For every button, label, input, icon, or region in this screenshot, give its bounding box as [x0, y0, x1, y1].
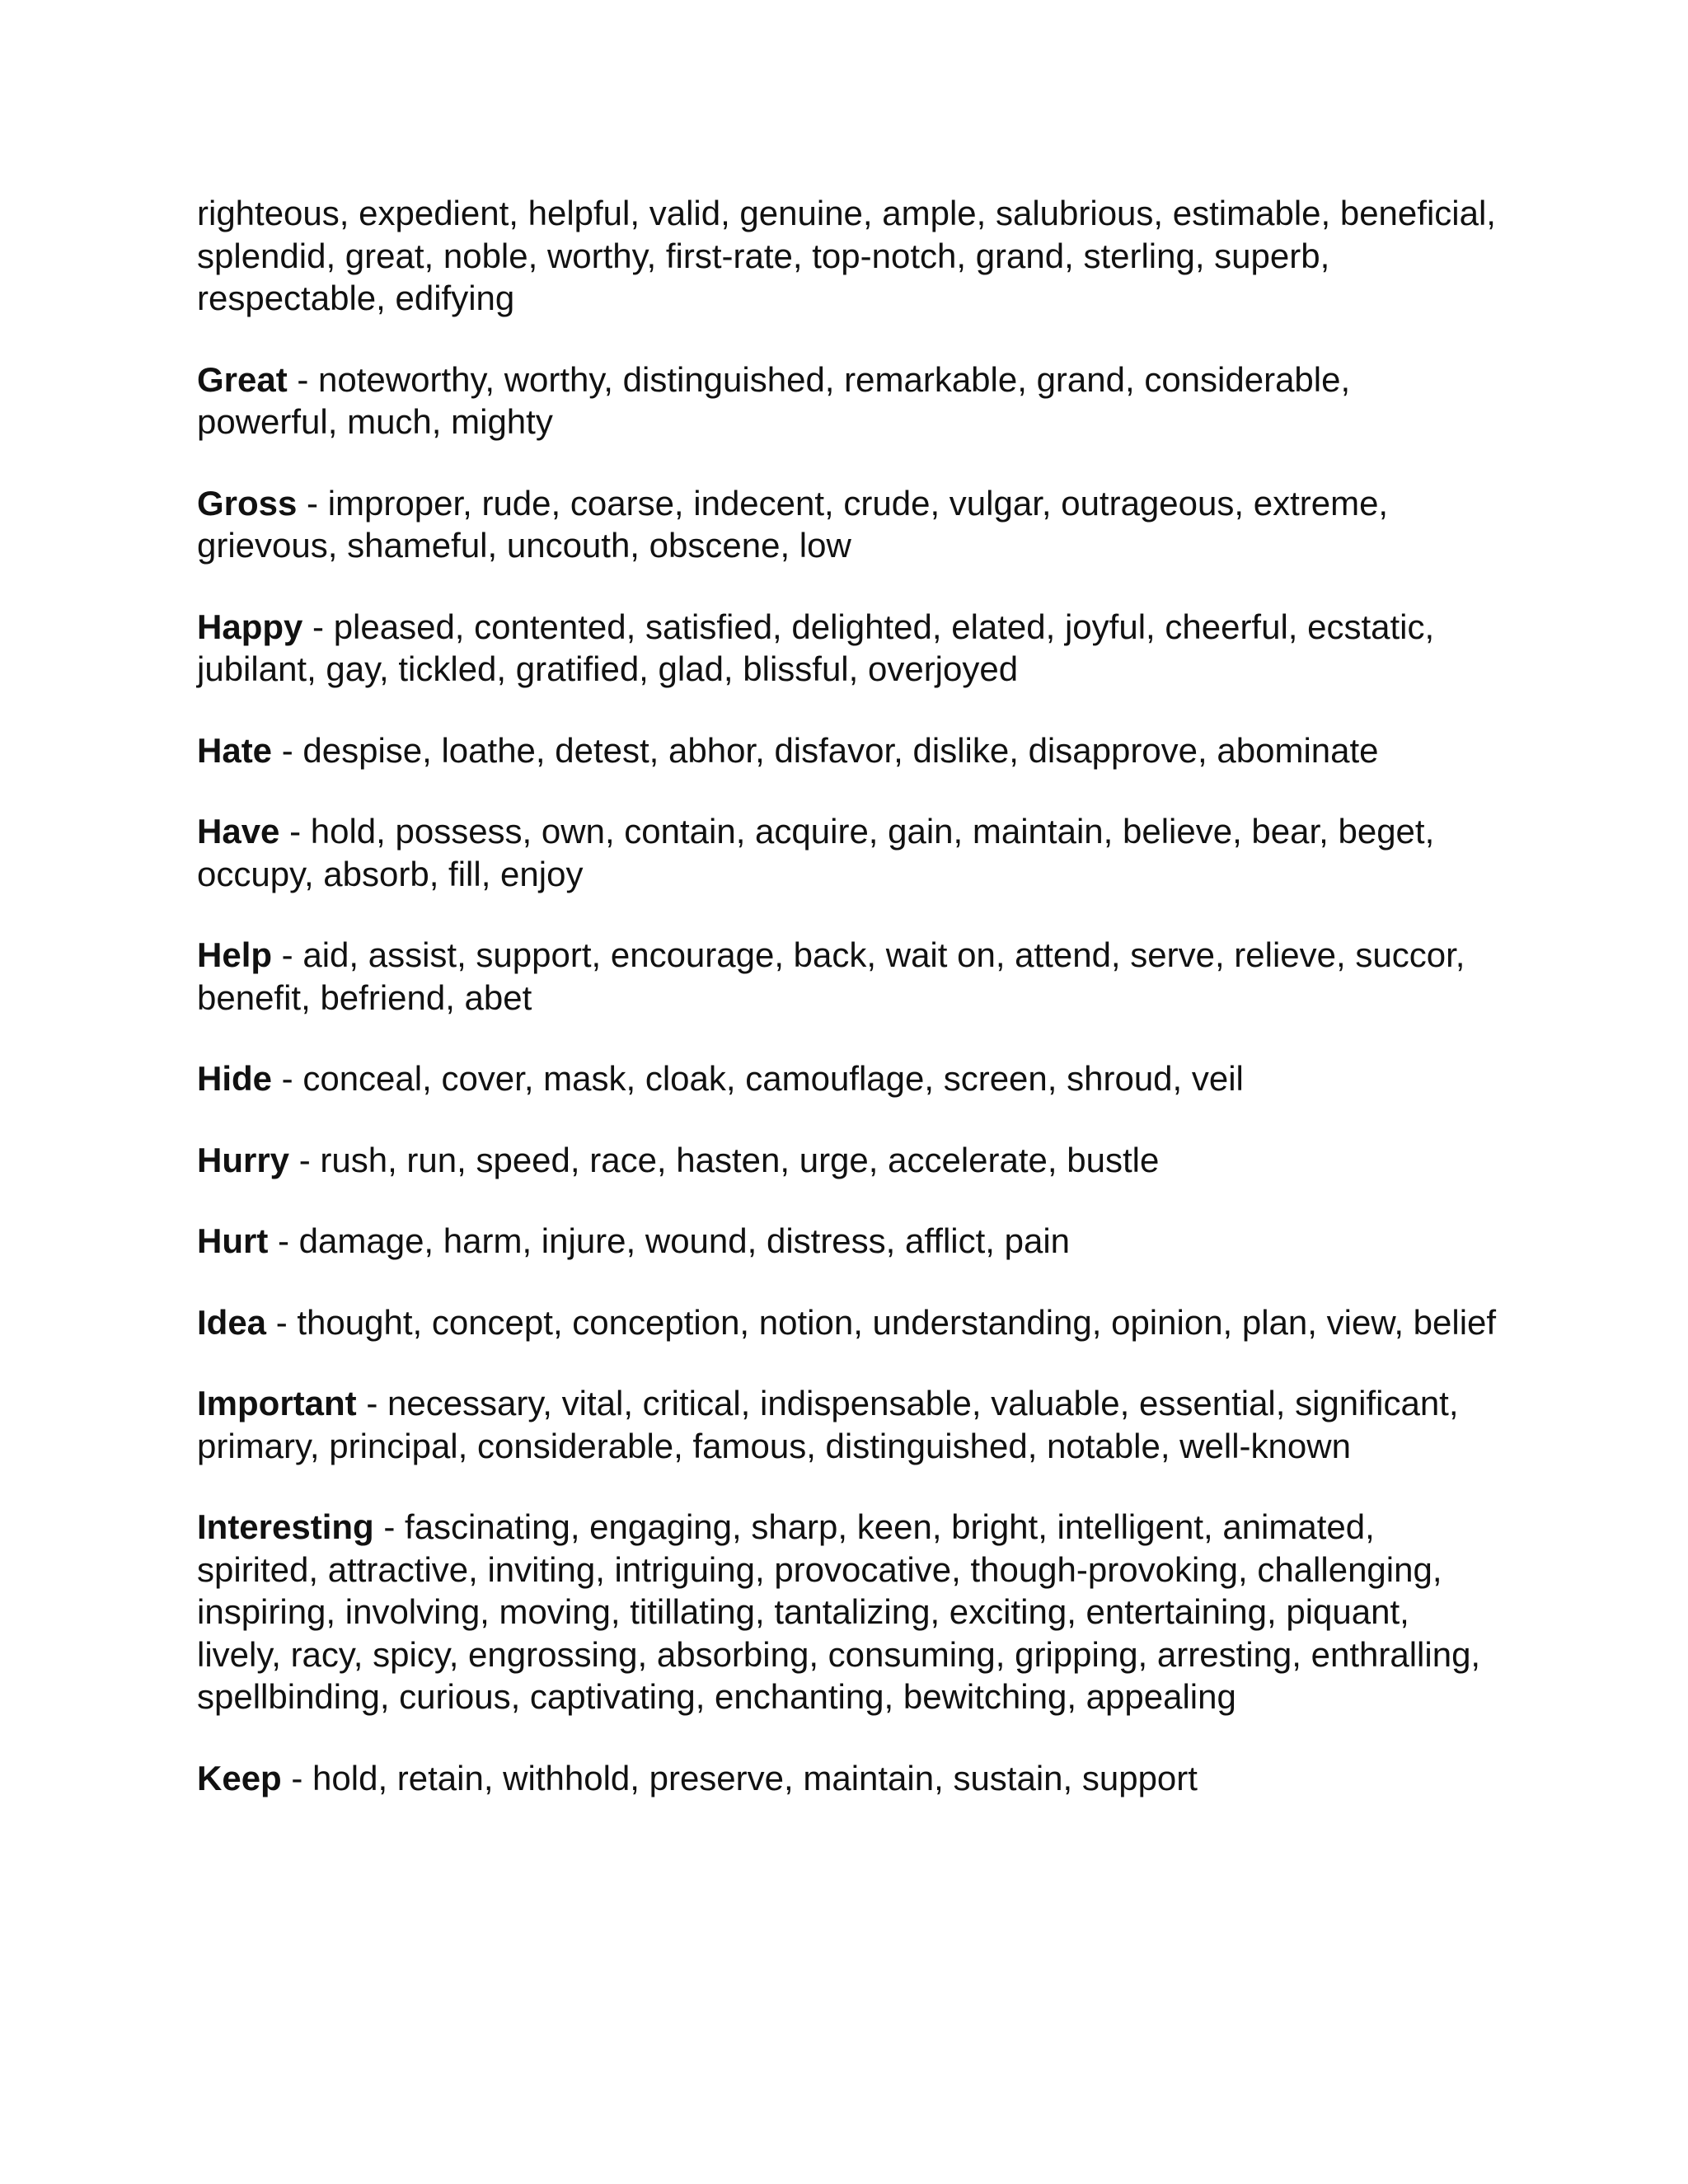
- entry-idea: [197, 1301, 1499, 1344]
- entry-word: Help: [197, 935, 273, 974]
- entry-synonyms: noteworthy, worthy, distinguished, remarkable, grand, considerable, powerful, much, mighty: [197, 359, 1351, 441]
- entry-gross: [197, 482, 1499, 567]
- entry-hurt: [197, 1220, 1499, 1263]
- entry-synonyms: thought, concept, conception, notion, understanding, opinion, plan, view, belief: [297, 1302, 1497, 1342]
- entry-word: Hide: [197, 1059, 273, 1098]
- entry-synonyms: aid, assist, support, encourage, back, wait on, attend, serve, relieve, succor, benefit, befriend, abet: [197, 935, 1465, 1017]
- entry-synonyms: rush, run, speed, race, hasten, urge, accelerate, bustle: [320, 1140, 1160, 1179]
- entry-word: Gross: [197, 483, 298, 523]
- entry-synonyms: improper, rude, coarse, indecent, crude, vulgar, outrageous, extreme, grievous, shameful, uncouth, obscene, low: [197, 483, 1389, 565]
- entry-separator: -: [272, 730, 303, 770]
- entry-synonyms: hold, possess, own, contain, acquire, gain, maintain, believe, bear, beget, occupy, absorb, fill, enjoy: [197, 812, 1435, 893]
- entry-separator: -: [266, 1302, 298, 1342]
- entry-separator: -: [289, 1140, 321, 1179]
- entry-word: Interesting: [197, 1507, 374, 1546]
- entry-separator: -: [279, 812, 311, 851]
- continued-synonym-list: righteous, expedient, helpful, valid, genuine, ample, salubrious, estimable, beneficial, splendid, great, noble, worthy, first-rate, top-notch, grand, sterling, superb, respectable, edifying: [197, 194, 1496, 317]
- entry-synonyms: hold, retain, withhold, preserve, maintain, sustain, support: [312, 1758, 1198, 1797]
- entry-separator: -: [297, 483, 328, 523]
- entry-word: Hurt: [197, 1221, 269, 1260]
- entry-great: [197, 359, 1499, 443]
- entry-synonyms: conceal, cover, mask, cloak, camouflage, screen, shroud, veil: [302, 1059, 1244, 1098]
- entry-word: Idea: [197, 1302, 267, 1342]
- entry-synonyms: fascinating, engaging, sharp, keen, bright, intelligent, animated, spirited, attractive, inviting, intriguing, provocative, though-provoking, challenging, inspiring, involving, moving, titillating, tantalizing, exciting, entertaining, piquant, lively, racy, spicy, engrossing, absorbing, consuming, gripping, arresting, enthralling, spellbinding, curious, captivating, enchanting, bewitching, appealing: [197, 1507, 1481, 1716]
- entry-word: Have: [197, 812, 280, 851]
- entry-interesting: [197, 1506, 1499, 1718]
- entry-hate: [197, 729, 1499, 772]
- entry-separator: -: [287, 359, 319, 399]
- entry-synonyms: pleased, contented, satisfied, delighted, elated, joyful, cheerful, ecstatic, jubilant, gay, tickled, gratified, glad, blissful, overjoyed: [197, 607, 1435, 688]
- entry-word: Happy: [197, 607, 303, 646]
- entry-synonyms: damage, harm, injure, wound, distress, afflict, pain: [298, 1221, 1071, 1260]
- entry-word: Hate: [197, 730, 273, 770]
- entry-word: Important: [197, 1384, 357, 1422]
- entry-separator: -: [272, 1059, 303, 1098]
- entry-help: [197, 934, 1499, 1019]
- entry-synonyms: necessary, vital, critical, indispensable, valuable, essential, significant, primary, principal, considerable, famous, distinguished, notable, well-known: [197, 1384, 1459, 1465]
- entry-hurry: [197, 1139, 1499, 1182]
- entry-important: [197, 1382, 1499, 1467]
- entry-synonyms: despise, loathe, detest, abhor, disfavor, dislike, disapprove, abominate: [302, 730, 1379, 770]
- entry-separator: -: [268, 1221, 299, 1260]
- entry-separator: -: [302, 607, 334, 646]
- entry-separator: -: [272, 935, 303, 974]
- entry-keep: [197, 1757, 1499, 1800]
- document-page: [197, 192, 1499, 1799]
- entry-separator: -: [356, 1384, 387, 1422]
- entry-hide: [197, 1057, 1499, 1100]
- entry-word: Keep: [197, 1758, 282, 1797]
- entry-have: [197, 810, 1499, 895]
- entry-word: Great: [197, 359, 288, 399]
- entry-separator: -: [281, 1758, 313, 1797]
- entry-happy: [197, 606, 1499, 691]
- entry-word: Hurry: [197, 1140, 290, 1179]
- entry-separator: -: [373, 1507, 406, 1546]
